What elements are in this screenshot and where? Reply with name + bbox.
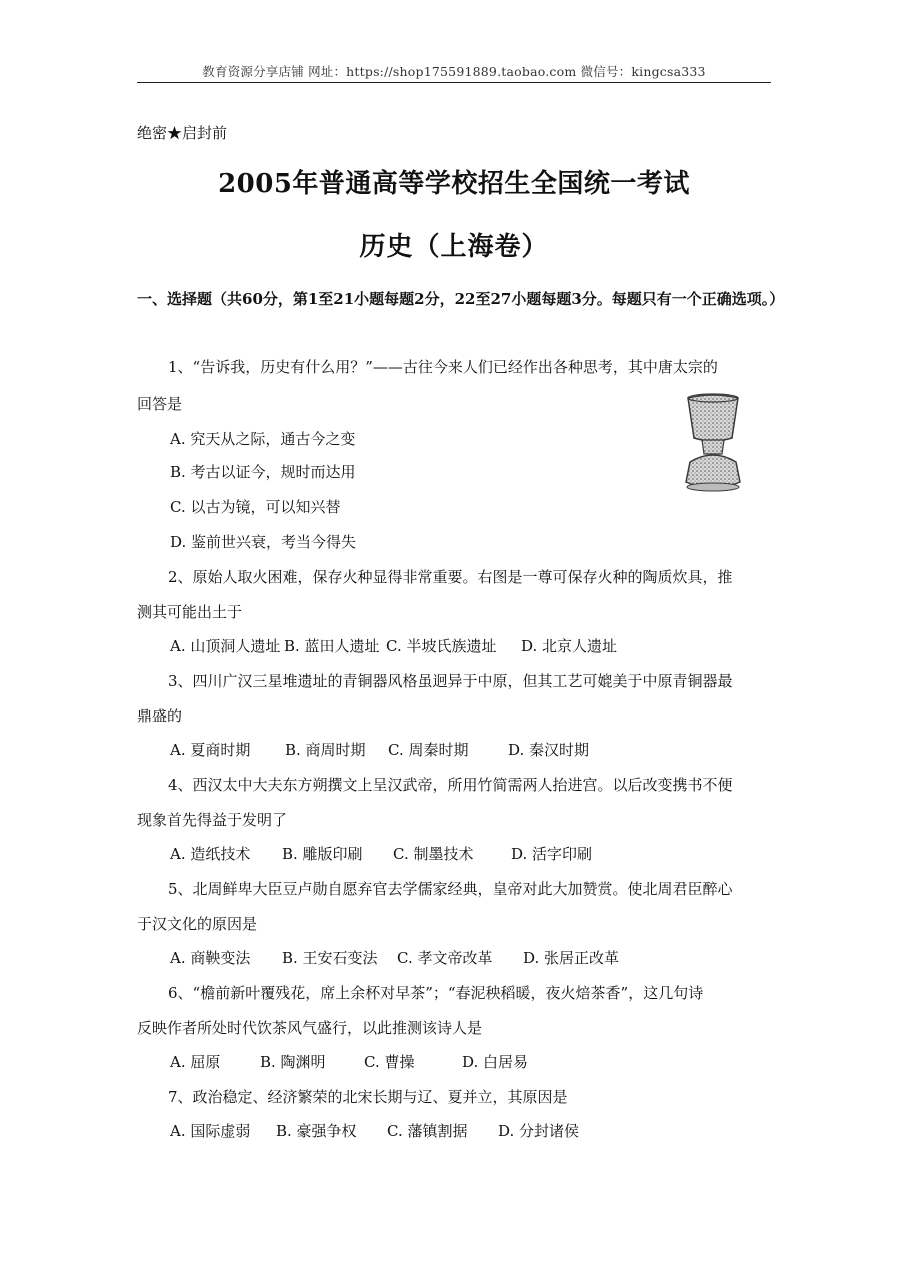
question-7-options: [170, 1120, 579, 1141]
question-6-option-b: B. 陶渊明: [260, 1053, 326, 1071]
question-6-option-a: A. 屈原: [170, 1053, 221, 1071]
question-7-stem: 7、政治稳定、经济繁荣的北宋长期与辽、夏并立，其原因是: [168, 1088, 568, 1106]
question-7-option-b: B. 豪强争权: [276, 1122, 357, 1140]
question-6-stem-cont: 反映作者所处时代饮茶风气盛行，以此推测该诗人是: [137, 1019, 483, 1037]
header-divider: [137, 82, 771, 83]
question-4-option-d: D. 活字印刷: [511, 845, 593, 863]
question-1-stem: 1、“告诉我，历史有什么用？”——古往今来人们已经作出各种思考，其中唐太宗的: [168, 358, 718, 376]
question-3-options: [170, 739, 589, 760]
page-header: 教育资源分享店铺 网址：https://shop175591889.taobao.com 微信号：kingcsa333: [202, 64, 706, 79]
question-3-stem: 3、四川广汉三星堆遗址的青铜器风格虽迥异于中原，但其工艺可媲美于中原青铜器最: [168, 672, 733, 690]
question-1-option-d: D. 鉴前世兴衰，考当今得失: [170, 533, 357, 551]
question-5-options: [170, 947, 619, 968]
question-6-option-d: D. 白居易: [462, 1053, 529, 1071]
question-2-option-c: C. 半坡氏族遗址: [386, 637, 497, 655]
question-5-option-a: A. 商鞅变法: [170, 949, 251, 967]
question-5-option-c: C. 孝文帝改革: [397, 949, 493, 967]
section-heading: 一、选择题（共60分，第1至21小题每题2分，22至27小题每题3分。每题只有一个正确选项。）: [137, 290, 785, 308]
question-2-options: [170, 635, 617, 656]
question-2-stem-cont: 测其可能出土于: [137, 603, 243, 621]
question-1-option-c: C. 以古为镜，可以知兴替: [170, 498, 341, 516]
question-7-option-d: D. 分封诸侯: [498, 1122, 580, 1140]
question-5-stem: 5、北周鲜卑大臣豆卢勋自愿弃官去学儒家经典，皇帝对此大加赞赏。使北周君臣醉心: [168, 880, 733, 898]
question-4-stem: 4、西汉太中大夫东方朔撰文上呈汉武帝，所用竹简需两人抬进宫。以后改变携书不便: [168, 776, 733, 794]
question-7-option-a: A. 国际虚弱: [170, 1122, 251, 1140]
question-3-option-d: D. 秦汉时期: [508, 741, 590, 759]
question-4-options: [170, 843, 592, 864]
question-6-options: [170, 1051, 528, 1072]
exam-subtitle: 历史（上海卷）: [359, 232, 549, 262]
question-4-option-a: A. 造纸技术: [170, 845, 251, 863]
question-4-option-b: B. 雕版印刷: [282, 845, 363, 863]
question-3-option-b: B. 商周时期: [285, 741, 366, 759]
question-1-stem-cont: 回答是: [137, 395, 183, 413]
question-3-option-c: C. 周秦时期: [388, 741, 469, 759]
question-2-option-b: B. 蓝田人遗址: [284, 637, 380, 655]
question-2-option-a: A. 山顶洞人遗址: [170, 637, 281, 655]
confidential-mark: 绝密★启封前: [137, 124, 228, 142]
question-6-stem: 6、“檐前新叶覆残花，席上余杯对早茶”；“春泥秧稻暖，夜火焙茶香”，这几句诗: [168, 984, 704, 1002]
question-5-option-d: D. 张居正改革: [523, 949, 620, 967]
question-6-option-c: C. 曹操: [364, 1053, 415, 1071]
question-5-stem-cont: 于汉文化的原因是: [137, 915, 258, 933]
question-5-option-b: B. 王安石变法: [282, 949, 378, 967]
pottery-vessel-figure: [680, 390, 746, 498]
question-1-option-b: B. 考古以证今，规时而达用: [170, 463, 356, 481]
question-2-stem: 2、原始人取火困难，保存火种显得非常重要。右图是一尊可保存火种的陶质炊具，推: [168, 568, 733, 586]
question-4-option-c: C. 制墨技术: [393, 845, 474, 863]
question-7-option-c: C. 藩镇割据: [387, 1122, 468, 1140]
question-3-stem-cont: 鼎盛的: [137, 707, 183, 725]
exam-title: 2005年普通高等学校招生全国统一考试: [218, 169, 690, 199]
question-3-option-a: A. 夏商时期: [170, 741, 251, 759]
question-1-option-a: A. 究天从之际，通古今之变: [170, 430, 356, 448]
question-4-stem-cont: 现象首先得益于发明了: [137, 811, 288, 829]
question-2-option-d: D. 北京人遗址: [521, 637, 618, 655]
